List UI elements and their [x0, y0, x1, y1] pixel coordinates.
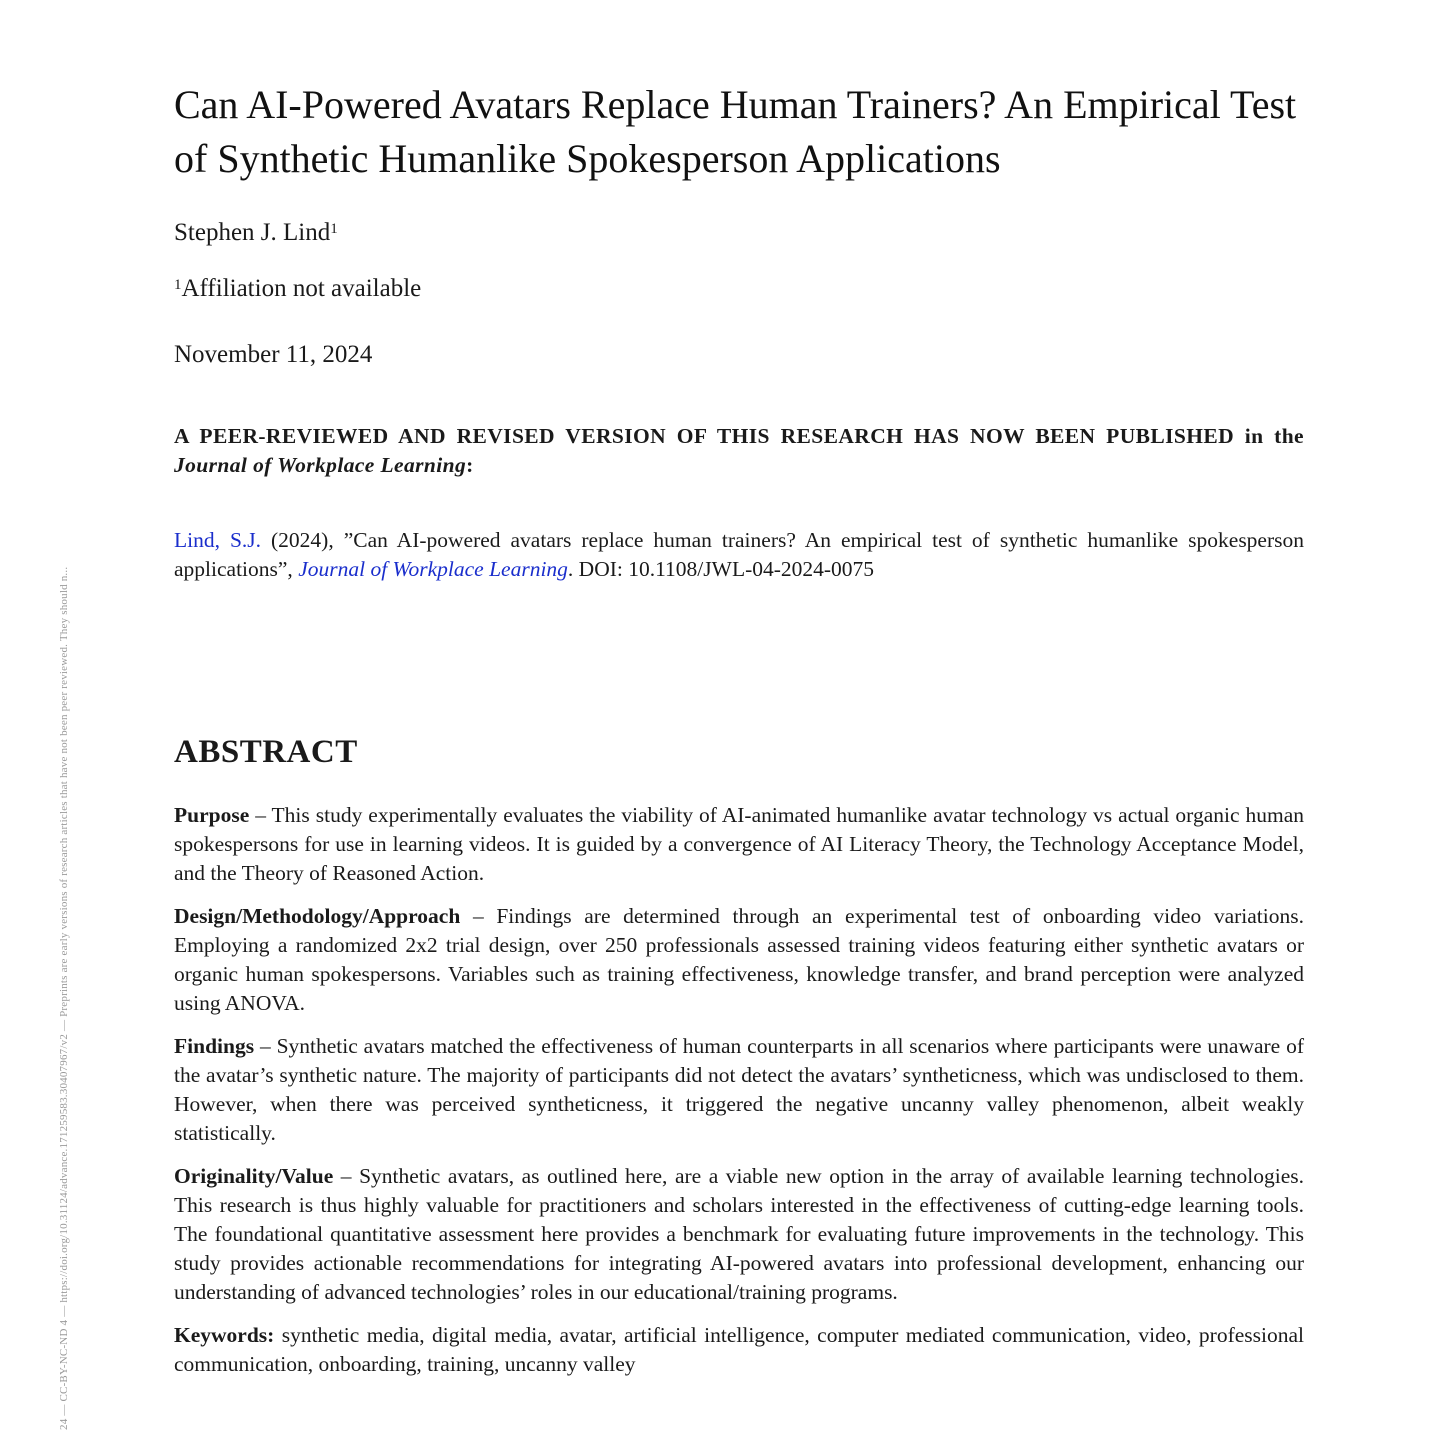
citation-journal-link[interactable]: Journal of Workplace Learning — [298, 557, 568, 581]
preprint-sidebar-stamp: 24 — CC-BY-NC-ND 4 — https://doi.org/10.31124/advance.171259583.30407967/v2 — Preprints are early versions of research articles that have not been peer reviewed. They should n... — [58, 566, 70, 1430]
design-label: Design/Methodology/Approach — [174, 904, 461, 928]
abstract-heading: ABSTRACT — [174, 734, 358, 770]
abstract-findings — [174, 1032, 1304, 1148]
originality-label: Originality/Value — [174, 1164, 334, 1188]
paper-title: Can AI-Powered Avatars Replace Human Trainers? An Empirical Test of Synthetic Humanlike Spokesperson Applications — [174, 82, 1297, 181]
originality-text: – Synthetic avatars, as outlined here, are a viable new option in the array of available learning technologies. This research is thus highly valuable for practitioners and scholars interested in the effectiveness of cutting-edge learning tools. The foundational quantitative assessment here provides a benchmark for evaluating future improvements in the technology. This study provides actionable recommendations for integrating AI-powered avatars into professional development, enhancing our understanding of advanced technologies’ roles in our educational/training programs. — [174, 1164, 1304, 1304]
design-text: – Findings are determined through an experimental test of onboarding video variations. Employing a randomized 2x2 trial design, over 250 professionals assessed training videos featuring either synthetic avatars or organic human spokespersons. Variables such as training effectiveness, knowledge transfer, and brand perception were analyzed using ANOVA. — [174, 904, 1304, 1015]
citation-author-link[interactable]: Lind, S.J. — [174, 528, 262, 552]
citation-doi: . DOI: 10.1108/JWL-04-2024-0075 — [567, 557, 875, 581]
notice-journal: Journal of Workplace Learning — [174, 453, 467, 477]
author-line — [174, 216, 1304, 250]
keywords-text: synthetic media, digital media, avatar, artificial intelligence, computer mediated communication, video, professional communication, onboarding, training, uncanny valley — [174, 1323, 1304, 1376]
notice-colon: : — [466, 453, 474, 477]
findings-text: – Synthetic avatars matched the effectiveness of human counterparts in all scenarios where participants were unaware of the avatar’s synthetic nature. The majority of participants did not detect the avatars’ syntheticness, which was undisclosed to them. However, when there was perceived syntheticness, it triggered the negative uncanny valley phenomenon, albeit weakly statistically. — [174, 1034, 1304, 1145]
abstract-originality — [174, 1162, 1304, 1307]
abstract-keywords — [174, 1321, 1304, 1379]
paper-page — [174, 78, 1304, 1379]
abstract-purpose — [174, 801, 1304, 888]
author-superscript: 1 — [330, 221, 338, 237]
affiliation-superscript: 1 — [174, 277, 182, 293]
author-name: Stephen J. Lind — [174, 219, 331, 246]
purpose-text: – This study experimentally evaluates the viability of AI-animated humanlike avatar technology vs actual organic human spokespersons for use in learning videos. It is guided by a convergence of AI Literacy Theory, the Technology Acceptance Model, and the Theory of Reasoned Action. — [174, 803, 1304, 885]
notice-text: A PEER-REVIEWED AND REVISED VERSION OF THIS RESEARCH HAS NOW BEEN PUBLISHED in the — [174, 424, 1304, 448]
citation — [174, 526, 1304, 584]
findings-label: Findings — [174, 1034, 255, 1058]
keywords-label: Keywords: — [174, 1323, 275, 1347]
citation-body: (2024), ”Can AI-powered avatars replace human trainers? An empirical test of synthetic humanlike spokesperson applications”, — [174, 528, 1304, 581]
publication-notice — [174, 422, 1304, 480]
affiliation-text: Affiliation not available — [181, 275, 422, 302]
purpose-label: Purpose — [174, 803, 250, 827]
abstract-design — [174, 902, 1304, 1018]
publication-date: November 11, 2024 — [174, 341, 373, 368]
affiliation-line — [174, 272, 1304, 306]
